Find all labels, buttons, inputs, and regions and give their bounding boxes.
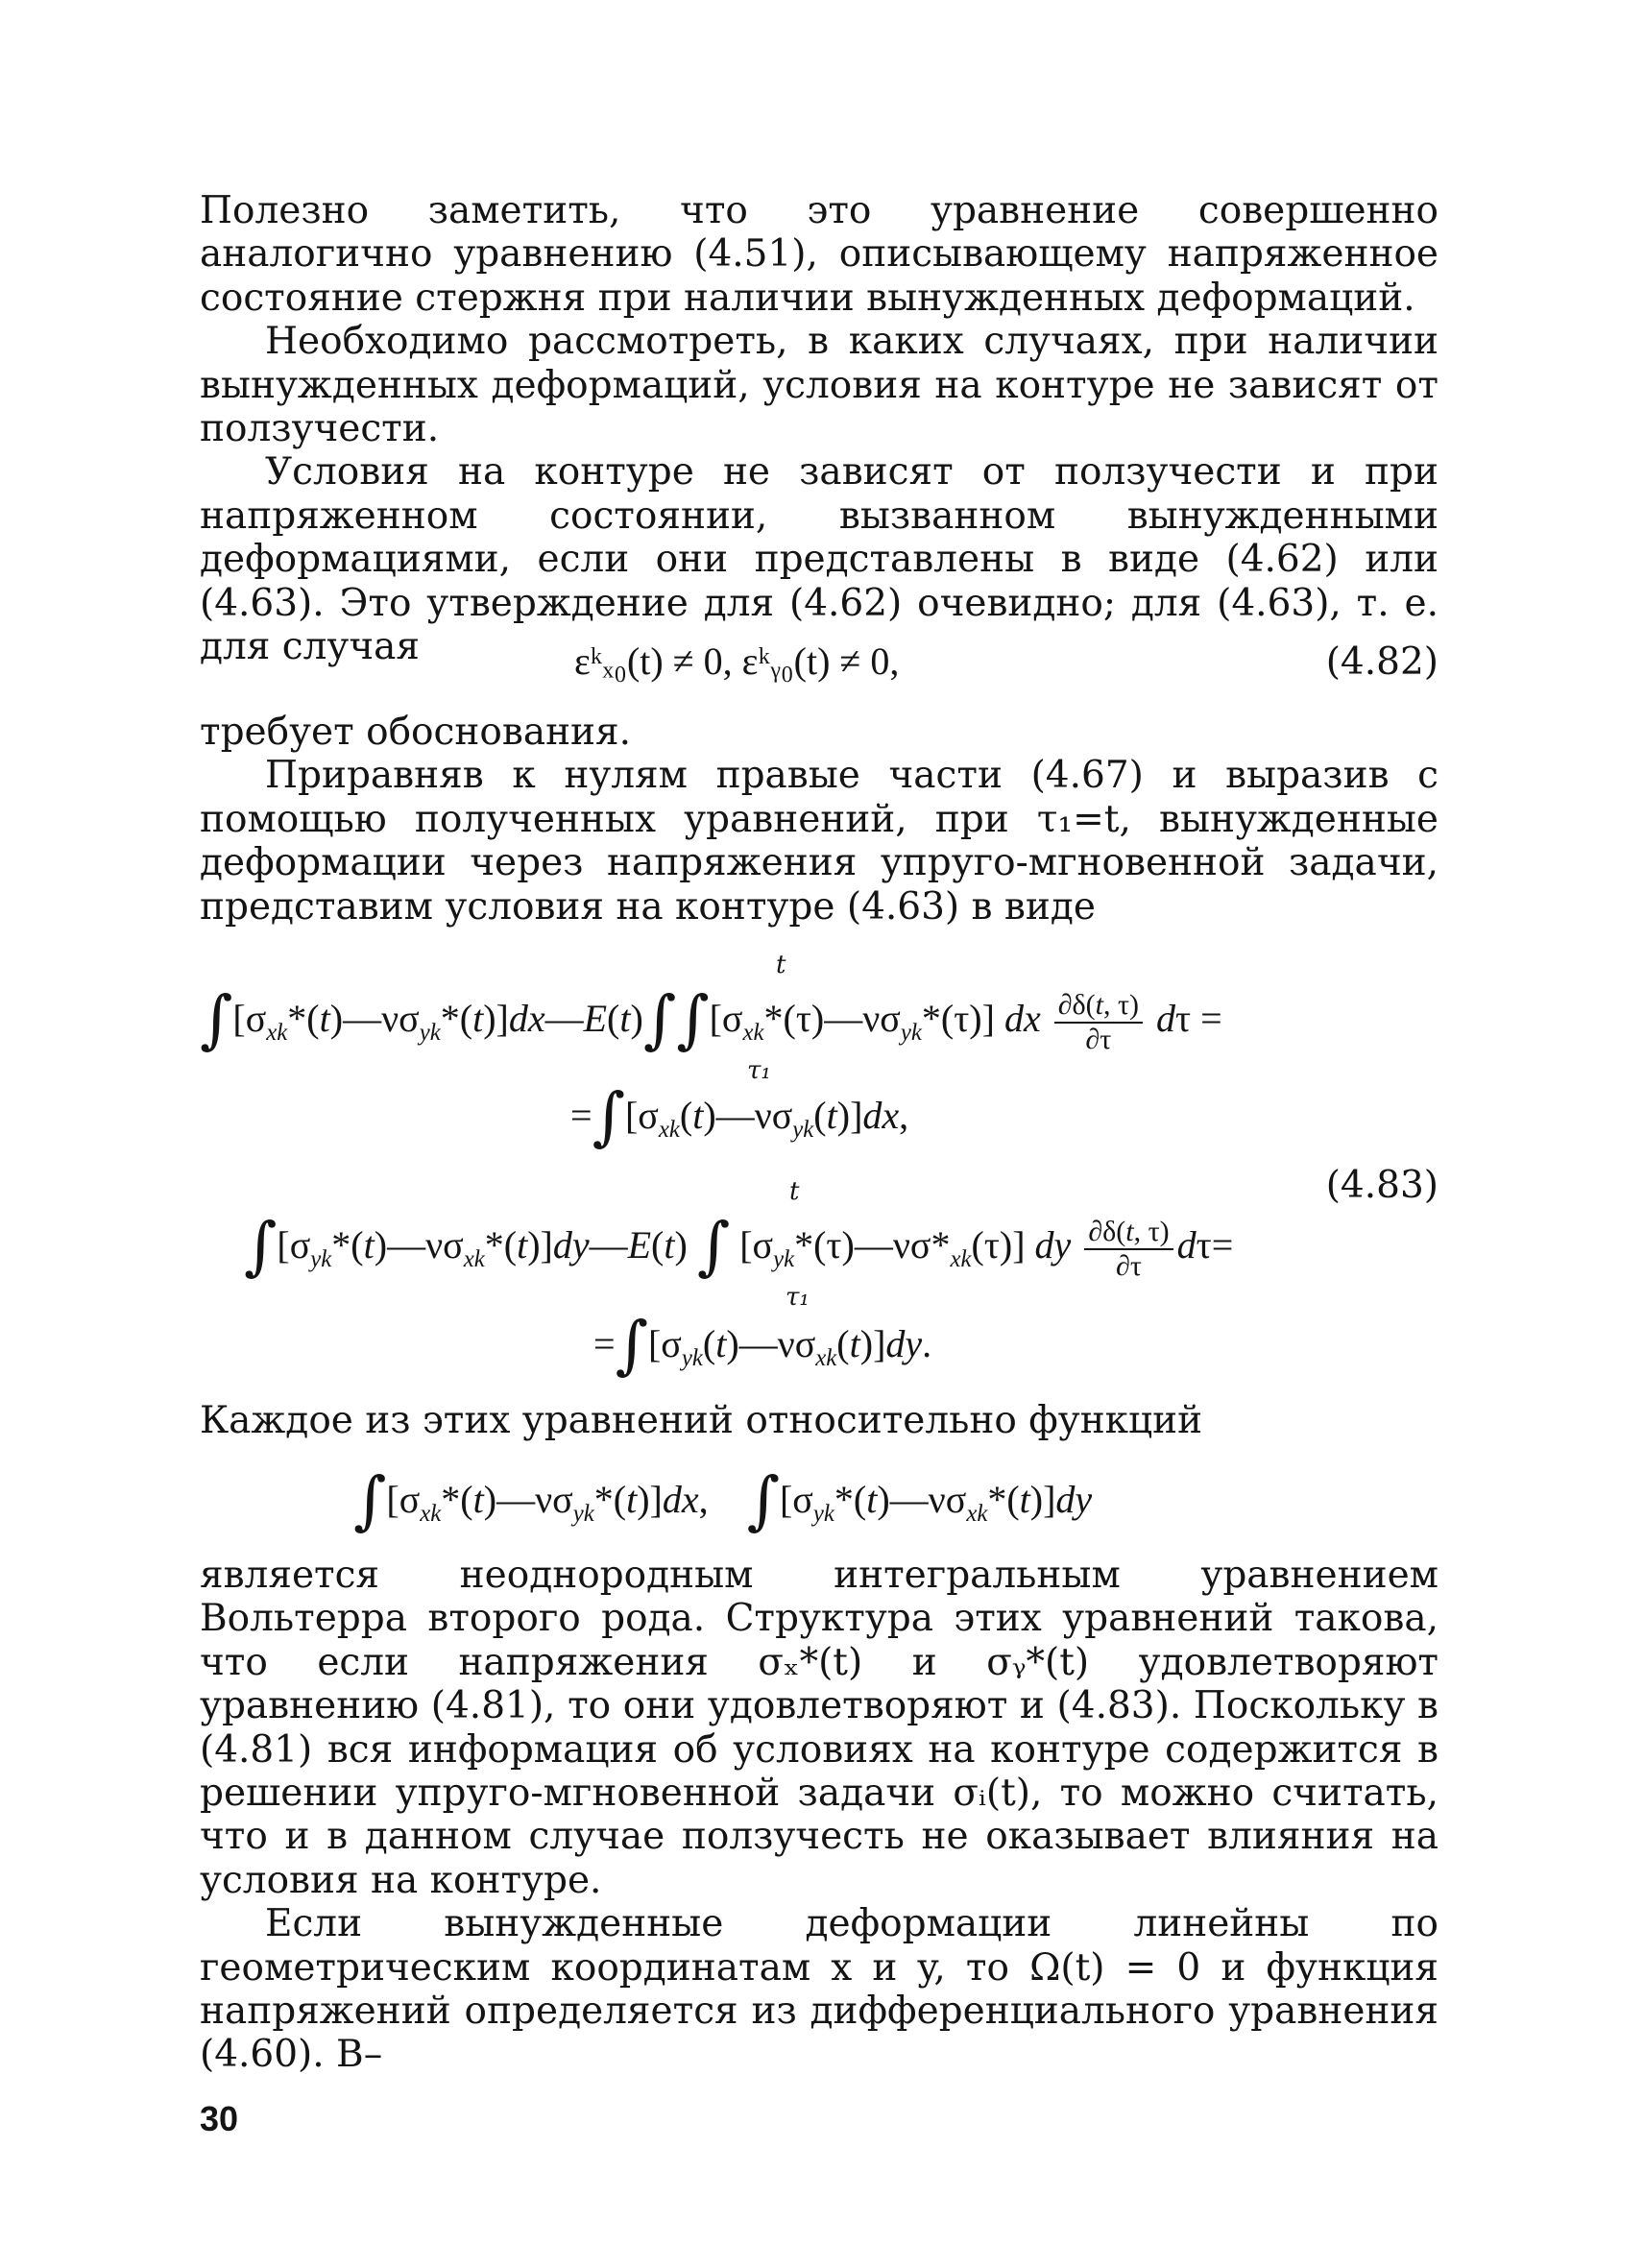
page-number: 30 <box>200 2099 239 2138</box>
equation-number-4-83: (4.83) <box>1325 1164 1438 1207</box>
paragraph-4: требует обоснования. <box>200 711 632 754</box>
equation-4-83-line-3: $\int[\sigma_{yk}*(t)—\nu\sigma_{xk}*(t)]dy—E(t)$ ∫ $[\sigma_{yk}*(\tau)—\nu\sigma*_{xk}(\tau)]$ dy $\frac{\partial\delta(t, \tau)}{\partial\tau}$ dτ= <box>244 1209 1234 1284</box>
text-block-functions <box>200 1399 1438 1442</box>
paragraph-3: Условия на контуре не зависят от ползучести и при напряженном состоянии, вызванном вынужденными деформациями, если они представлены в виде (4.62) или (4.63). Это утверждение для (4.62) очевидно; для (4.63), т. е. для случая <box>200 450 1438 669</box>
equation-4-83-line-4: $=\int[\sigma_{yk}(t)—\nu\sigma_{xk}(t)]dy$. <box>593 1308 932 1382</box>
integral-lower-limit-2: τ₁ <box>786 1283 810 1312</box>
paragraph-8: Если вынужденные деформации линейны по геометрическим координатам x и y, то Ω(t) = 0 и функция напряжений определяется из дифференциального уравнения (4.60). В– <box>200 1902 1438 2077</box>
equation-4-82: εᵏₓ₀(t) ≠ 0, εᵏᵧ₀(t) ≠ 0, <box>574 639 900 683</box>
integral-upper-limit-2: t <box>789 1177 800 1206</box>
integral-lower-limit: τ₁ <box>747 1056 771 1085</box>
paragraph-6: Каждое из этих уравнений относительно функций <box>200 1399 1203 1442</box>
equation-4-83-line-1: $\int[\sigma_{xk}*(t)—\nu\sigma_{yk}*(t)]dx—E(t)\int\int[\sigma_{xk}*(\tau)—\nu\sigma_{yk}*(\tau)]$ dx $\frac{\partial\delta(t, \tau)}{\partial\tau}$ dτ = <box>200 982 1222 1057</box>
paragraph-2: Необходимо рассмотреть, в каких случаях, при наличии вынужденных деформаций, условия на контуре не зависят от ползучести. <box>200 320 1438 451</box>
functions-line: $\int[\sigma_{xk}*(t)—\nu\sigma_{yk}*(t)]dx$, $\int[\sigma_{yk}*(t)—\nu\sigma_{xk}*(t)]dy$ <box>353 1463 1093 1537</box>
paragraph-1: Полезно заметить, что это уравнение совершенно аналогично уравнению (4.51), описывающему напряженное состояние стержня при наличии вынужденных деформаций. <box>200 189 1438 320</box>
integral-upper-limit: t <box>776 951 786 979</box>
paragraph-5: Приравняв к нулям правые части (4.67) и выразив с помощью полученных уравнений, при τ₁=t, вынужденные деформации через напряжения упруго-мгновенной задачи, представим условия на контуре (4.63) в виде <box>200 754 1438 929</box>
text-block-bottom <box>200 1554 1438 2077</box>
text-block-middle <box>200 711 1438 929</box>
equation-number-4-82: (4.82) <box>1325 640 1438 684</box>
paragraph-7: является неоднородным интегральным уравнением Вольтерра второго рода. Структура этих уравнений такова, что если напряжения σₓ*(t) и σᵧ*(t) удовлетворяют уравнению (4.81), то они удовлетворяют и (4.83). Поскольку в (4.81) вся информация об условиях на контуре содержится в решении упруго-мгновенной задачи σᵢ(t), то можно считать, что и в данном случае ползучесть не оказывает влияния на условия на контуре. <box>200 1554 1438 1902</box>
text-block-top <box>200 189 1438 668</box>
equation-4-83-line-2: $=\int[\sigma_{xk}(t)—\nu\sigma_{yk}(t)]dx$, <box>570 1079 909 1153</box>
